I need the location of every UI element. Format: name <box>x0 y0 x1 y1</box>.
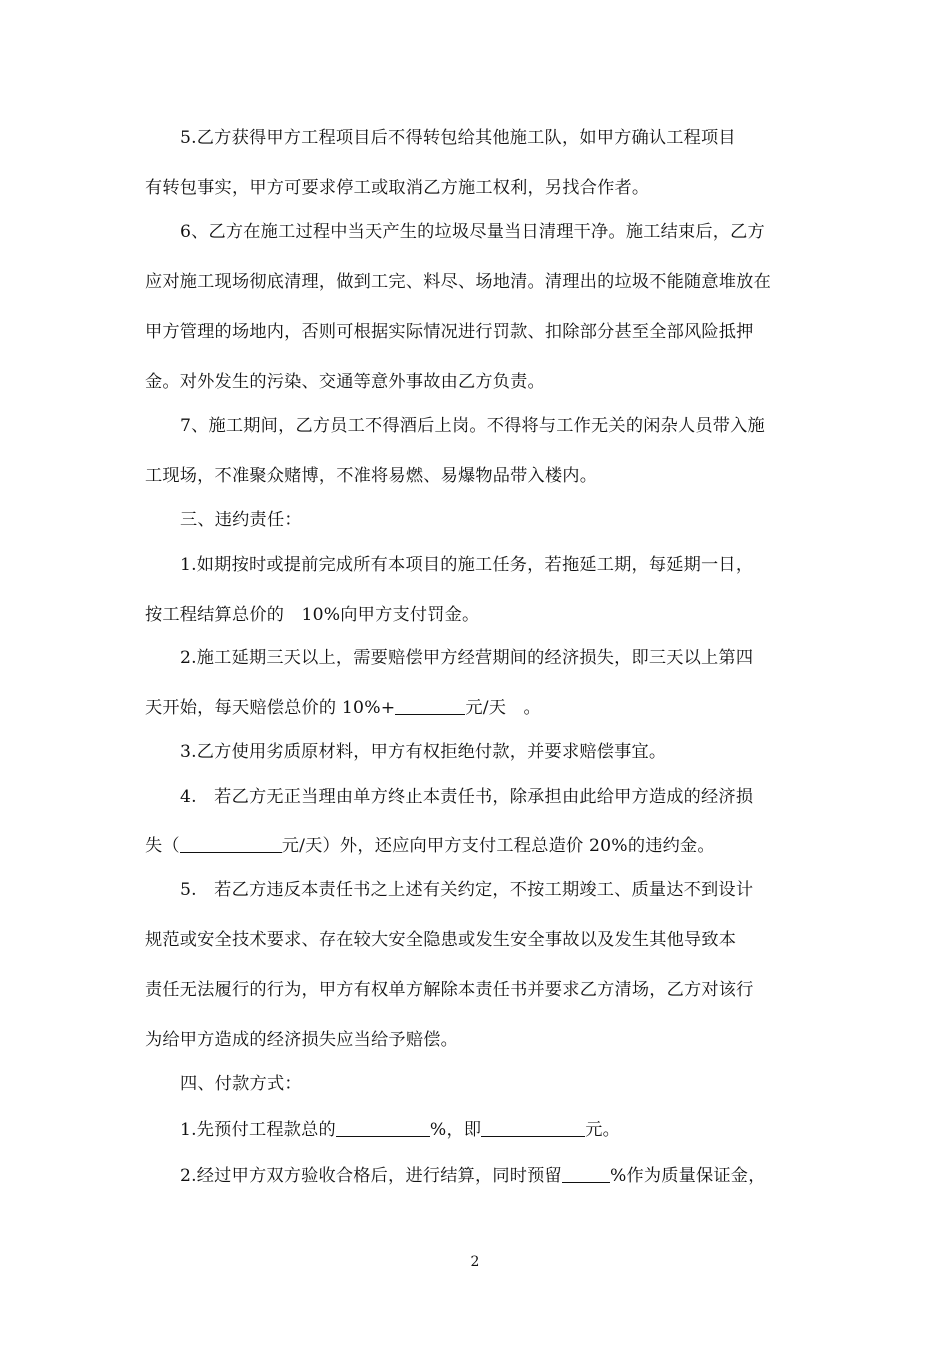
clause-2-6-line-1: 6、乙方在施工过程中当天产生的垃圾尽量当日清理干净。施工结束后，乙方 <box>180 222 765 242</box>
clause-3-2-text-a: 天开始，每天赔偿总价的 10%+ <box>145 698 396 718</box>
clause-3-5-line-1: 5. 若乙方违反本责任书之上述有关约定，不按工期竣工、质量达不到设计 <box>180 880 754 900</box>
clause-3-2-line-2 <box>145 696 541 720</box>
clause-4-1-text-b: %，即 <box>429 1120 482 1140</box>
clause-3-3: 3.乙方使用劣质原材料，甲方有权拒绝付款，并要求赔偿事宜。 <box>180 742 667 762</box>
fill-in-blank-daily-amount[interactable] <box>395 697 465 715</box>
fill-in-blank-loss-amount[interactable] <box>180 835 282 853</box>
fill-in-blank-retention-percent[interactable] <box>562 1165 610 1183</box>
fill-in-blank-prepay-percent[interactable] <box>336 1119 430 1137</box>
clause-3-1-line-2: 按工程结算总价的 10%向甲方支付罚金。 <box>145 605 480 625</box>
clause-4-1 <box>180 1118 620 1142</box>
clause-4-2-text-b: %作为质量保证金， <box>609 1166 766 1186</box>
fill-in-blank-prepay-amount[interactable] <box>481 1119 585 1137</box>
clause-2-5-line-2: 有转包事实，甲方可要求停工或取消乙方施工权利，另找合作者。 <box>145 178 650 198</box>
clause-2-6-line-2: 应对施工现场彻底清理，做到工完、料尽、场地清。清理出的垃圾不能随意堆放在 <box>145 272 771 292</box>
clause-3-5-line-3: 责任无法履行的行为，甲方有权单方解除本责任书并要求乙方清场，乙方对该行 <box>145 980 754 1000</box>
clause-3-5-line-4: 为给甲方造成的经济损失应当给予赔偿。 <box>145 1030 458 1050</box>
clause-3-4-line-1: 4. 若乙方无正当理由单方终止本责任书，除承担由此给甲方造成的经济损 <box>180 787 754 807</box>
clause-4-1-text-c: 元。 <box>585 1120 620 1140</box>
clause-2-6-line-3: 甲方管理的场地内，否则可根据实际情况进行罚款、扣除部分甚至全部风险抵押 <box>145 322 754 342</box>
clause-3-2-text-b: 元/天 。 <box>465 698 541 718</box>
clause-3-4-text-a: 失（ <box>145 836 180 856</box>
page-number: 2 <box>470 1254 480 1270</box>
clause-3-5-line-2: 规范或安全技术要求、存在较大安全隐患或发生安全事故以及发生其他导致本 <box>145 930 737 950</box>
clause-2-6-line-4: 金。对外发生的污染、交通等意外事故由乙方负责。 <box>145 372 545 392</box>
clause-3-4-text-b: 元/天）外，还应向甲方支付工程总造价 20%的违约金。 <box>281 836 715 856</box>
clause-2-5-line-1: 5.乙方获得甲方工程项目后不得转包给其他施工队，如甲方确认工程项目 <box>180 128 736 148</box>
section-3-heading: 三、违约责任： <box>180 510 302 530</box>
clause-3-1-line-1: 1.如期按时或提前完成所有本项目的施工任务，若拖延工期，每延期一日， <box>180 555 754 575</box>
clause-4-2 <box>180 1164 766 1188</box>
clause-4-1-text-a: 1.先预付工程款总的 <box>180 1120 336 1140</box>
section-4-heading: 四、付款方式： <box>180 1074 302 1094</box>
clause-4-2-text-a: 2.经过甲方双方验收合格后，进行结算，同时预留 <box>180 1166 562 1186</box>
clause-3-4-line-2 <box>145 834 715 858</box>
clause-3-2-line-1: 2.施工延期三天以上，需要赔偿甲方经营期间的经济损失，即三天以上第四 <box>180 648 754 668</box>
clause-2-7-line-2: 工现场，不准聚众赌博，不准将易燃、易爆物品带入楼内。 <box>145 466 598 486</box>
clause-2-7-line-1: 7、施工期间，乙方员工不得酒后上岗。不得将与工作无关的闲杂人员带入施 <box>180 416 765 436</box>
